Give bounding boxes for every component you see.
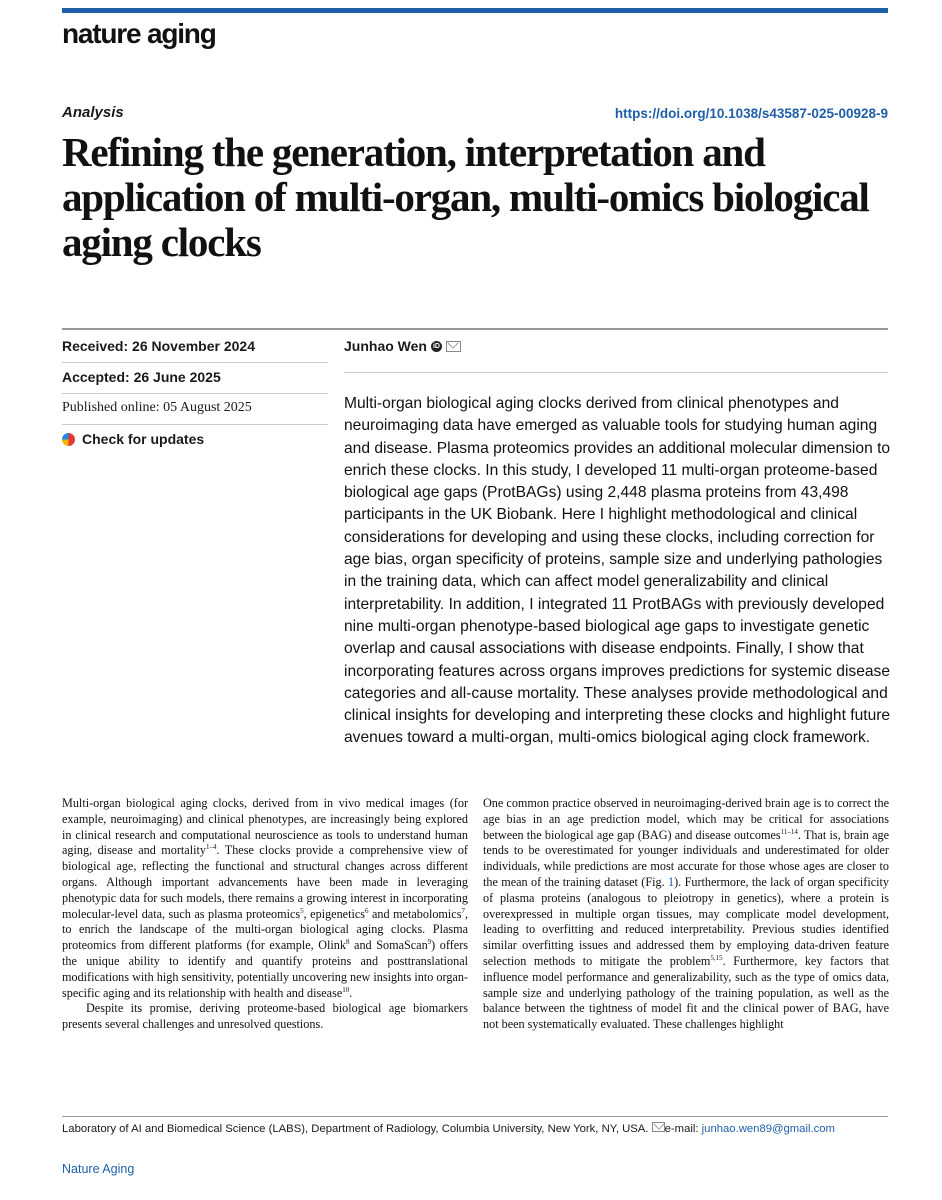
affiliation-text: Laboratory of AI and Biomedical Science (LABS), Department of Radiology, Columbia University, New York, NY, USA. bbox=[62, 1123, 649, 1135]
published-date: Published online: 05 August 2025 bbox=[62, 400, 252, 415]
citation[interactable]: 1–4 bbox=[205, 843, 217, 852]
citation[interactable]: 9 bbox=[427, 938, 432, 947]
email-link[interactable]: junhao.wen89@gmail.com bbox=[701, 1123, 835, 1135]
orcid-icon[interactable]: iD bbox=[432, 342, 440, 350]
citation[interactable]: 8 bbox=[346, 938, 350, 947]
citation[interactable]: 10 bbox=[342, 985, 350, 994]
author-line bbox=[344, 338, 461, 354]
citation[interactable]: 6 bbox=[365, 906, 369, 915]
body-column-right bbox=[483, 796, 889, 1033]
citation[interactable]: 11–14 bbox=[780, 827, 798, 836]
citation[interactable]: 5 bbox=[300, 906, 304, 915]
citation[interactable]: 7 bbox=[461, 906, 465, 915]
body-paragraph: Despite its promise, deriving proteome-based biological age biomarkers presents several challenges and unresolved questions. bbox=[62, 1001, 468, 1032]
meta-divider bbox=[62, 393, 328, 394]
mail-icon bbox=[652, 1122, 665, 1132]
check-updates-icon bbox=[62, 433, 75, 446]
article-type: Analysis bbox=[62, 104, 124, 121]
email-label: e-mail: bbox=[664, 1123, 699, 1135]
body-paragraph: Multi-organ biological aging clocks, derived from in vivo medical images (for example, neuroimaging) and clinical phenotypes, are increasingly being explored in clinical research and computational neuroscience as tools to understand human aging, disease and mortality$^{1-4}$. These clocks provide a comprehensive view of biological age, reflecting the functional and structural changes across different organs. Although important advancements have been made in leveraging phenotypic data for such models, there remains a growing interest in incorporating molecular-level data, such as plasma proteomics$^5$, epigenetics$^6$ and metabolomics$^7$, to enrich the landscape of the multi-organ biological aging clocks. Plasma proteomics from different platforms (for example, Olink$^8$ and SomaScan$^9$) offers the unique ability to identify and quantify proteins and posttranslational modifications with high sensitivity, potentially uncovering new insights into organ-specific aging and its relationship with health and disease$^{10}$. bbox=[62, 796, 468, 1000]
body-paragraph: One common practice observed in neuroimaging-derived brain age is to correct the age bias in an age prediction model, which may be critical for associations between the biological age gap (BAG) and disease outcomes$^{11-14}$. That is, brain age tends to be overestimated for younger individuals and underestimated for older individuals, while predictions are most accurate for those whose ages are closer to the mean of the training dataset (Fig. 1). Furthermore, the lack of organ specificity of plasma proteins (analogous to pleiotropy in genetics), where a protein is overexpressed in multiple organ tissues, may complicate model development, leading to overfitting and reduced interpretability. Previous studies identified similar overfitting issues and addressed them by employing data-driven feature selection methods to mitigate the problem$^{5,15}$. Furthermore, key factors that influence model performance and generalizability, such as the type of omics data, sample size and underlying pathology of the training population, as well as the balance between the tightness of model fit and the clinical power of BAG, have not been systematically evaluated. These challenges highlight bbox=[483, 796, 889, 1032]
figure-link[interactable]: 1 bbox=[668, 874, 675, 889]
header-divider bbox=[62, 328, 888, 330]
top-accent-bar bbox=[62, 8, 888, 13]
abstract: Multi-organ biological aging clocks derived from clinical phenotypes and neuroimaging data have emerged as valuable tools for studying human aging and disease. Plasma proteomics provides an additional molecular dimension to enrich these clocks. In this study, I developed 11 multi-organ proteome-based biological age gaps (ProtBAGs) using 2,448 plasma proteins from 43,498 participants in the UK Biobank. Here I highlight methodological and clinical considerations for developing and using these clocks, including correction for age bias, organ specificity of proteins, sample size and underlying pathologies in the training data, which can affect model generalizability and clinical interpretability. In addition, I integrated 11 ProtBAGs with previously developed nine multi-organ phenotype-based biological age gaps to investigate genetic overlap and causal associations with disease endpoints. Finally, I show that incorporating features across organs improves predictions for systemic disease categories and all-cause mortality. These analyses provide methodological and clinical insights for developing and interpreting these clocks and highlight future avenues toward a multi-organ, multi-omics biological aging clock framework. bbox=[344, 395, 891, 747]
journal-logo[interactable]: nature aging bbox=[62, 18, 216, 49]
doi-link[interactable]: https://doi.org/10.1038/s43587-025-00928-9 bbox=[614, 106, 888, 121]
footer-divider bbox=[62, 1116, 888, 1117]
footer-journal-name[interactable]: Nature Aging bbox=[62, 1162, 135, 1176]
affiliation bbox=[62, 1122, 892, 1135]
accepted-date: Accepted: 26 June 2025 bbox=[62, 369, 221, 385]
author-divider bbox=[344, 372, 888, 373]
check-updates-button[interactable] bbox=[62, 431, 328, 447]
article-title: Refining the generation, interpretation and application of multi-organ, multi-omics biological aging clocks bbox=[62, 129, 869, 265]
body-column-left bbox=[62, 796, 468, 1033]
meta-divider bbox=[62, 424, 328, 425]
received-date: Received: 26 November 2024 bbox=[62, 338, 255, 354]
meta-divider bbox=[62, 362, 328, 363]
author-name[interactable]: Junhao Wen bbox=[344, 338, 427, 354]
mail-icon[interactable] bbox=[446, 341, 461, 352]
check-updates-label: Check for updates bbox=[82, 431, 205, 447]
citation[interactable]: 5,15 bbox=[710, 953, 723, 962]
